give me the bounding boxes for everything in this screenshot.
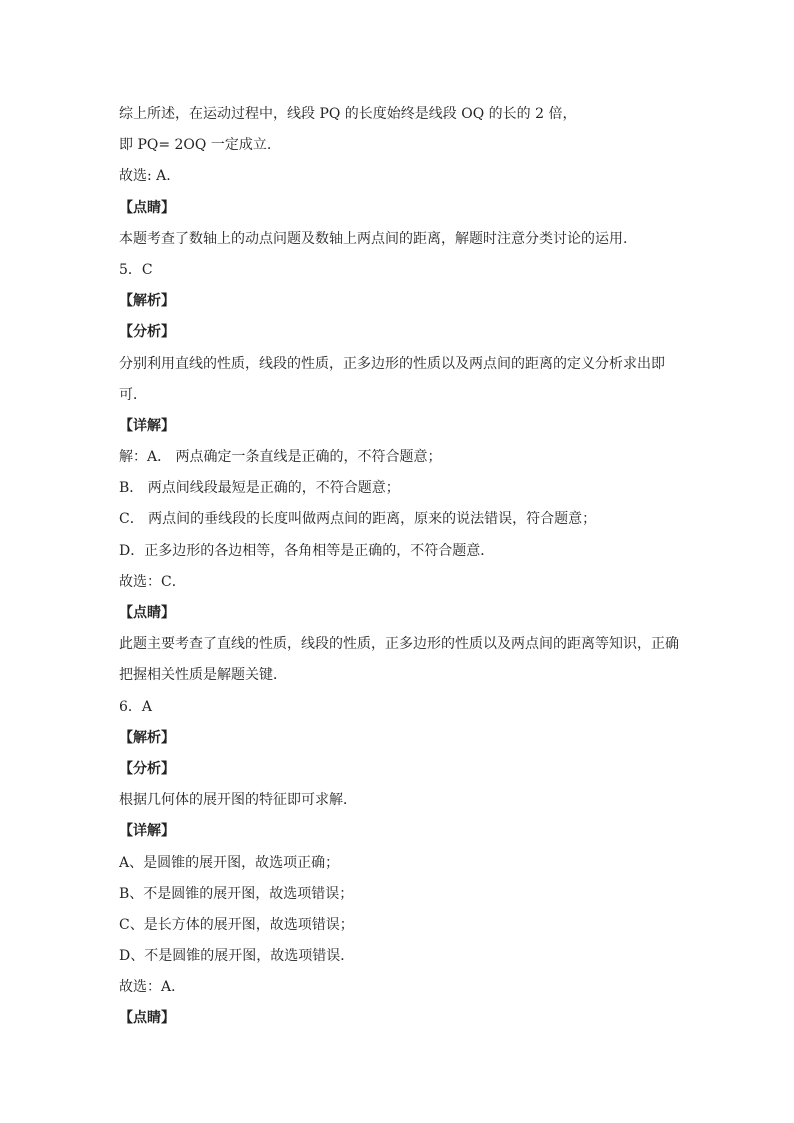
text-line: 6．A bbox=[119, 698, 153, 715]
section-heading: 【点睛】 bbox=[119, 1010, 175, 1027]
text-line: 故选: A. bbox=[119, 168, 171, 185]
section-heading: 【分析】 bbox=[119, 324, 175, 341]
section-heading: 【点睛】 bbox=[119, 605, 175, 621]
text-line: 本题考查了数轴上的动点问题及数轴上两点间的距离，解题时注意分类讨论的运用. bbox=[119, 230, 628, 247]
text-line: 把握相关性质是解题关键． bbox=[119, 667, 287, 684]
text-line: 故选：C． bbox=[119, 573, 186, 590]
text-line: 综上所述，在运动过程中，线段 PQ 的长度始终是线段 OQ 的长的 2 倍， bbox=[119, 106, 577, 122]
text-line: C、是长方体的展开图，故选项错误； bbox=[119, 916, 354, 933]
text-line: B． 两点间线段最短是正确的，不符合题意； bbox=[119, 480, 400, 497]
section-heading: 【解析】 bbox=[119, 729, 175, 746]
text-line: D．正多边形的各边相等，各角相等是正确的，不符合题意． bbox=[119, 542, 495, 559]
text-line: 可． bbox=[119, 386, 147, 403]
text-line: 即 PQ= 2OQ 一定成立. bbox=[119, 137, 272, 154]
text-line: A、是圆锥的展开图，故选项正确； bbox=[119, 854, 340, 871]
section-heading: 【点睛】 bbox=[119, 199, 175, 216]
section-heading: 【解析】 bbox=[119, 293, 175, 310]
text-line: 解：A． 两点确定一条直线是正确的，不符合题意； bbox=[119, 449, 442, 466]
text-line: D、不是圆锥的展开图，故选项错误． bbox=[119, 948, 355, 965]
text-line: 根据几何体的展开图的特征即可求解． bbox=[119, 792, 357, 809]
section-heading: 【详解】 bbox=[119, 417, 175, 434]
text-line: 此题主要考查了直线的性质，线段的性质，正多边形的性质以及两点间的距离等知识，正确 bbox=[119, 636, 679, 653]
section-heading: 【详解】 bbox=[119, 823, 175, 840]
text-line: 故选：A． bbox=[119, 979, 186, 996]
section-heading: 【分析】 bbox=[119, 760, 175, 777]
document-body bbox=[119, 99, 689, 1035]
text-line: B、不是圆锥的展开图，故选项错误； bbox=[119, 885, 354, 902]
text-line: 5．C bbox=[119, 261, 153, 278]
text-line: 分别利用直线的性质，线段的性质，正多边形的性质以及两点间的距离的定义分析求出即 bbox=[119, 355, 665, 372]
text-line: C． 两点间的垂线段的长度叫做两点间的距离，原来的说法错误，符合题意； bbox=[119, 511, 597, 528]
